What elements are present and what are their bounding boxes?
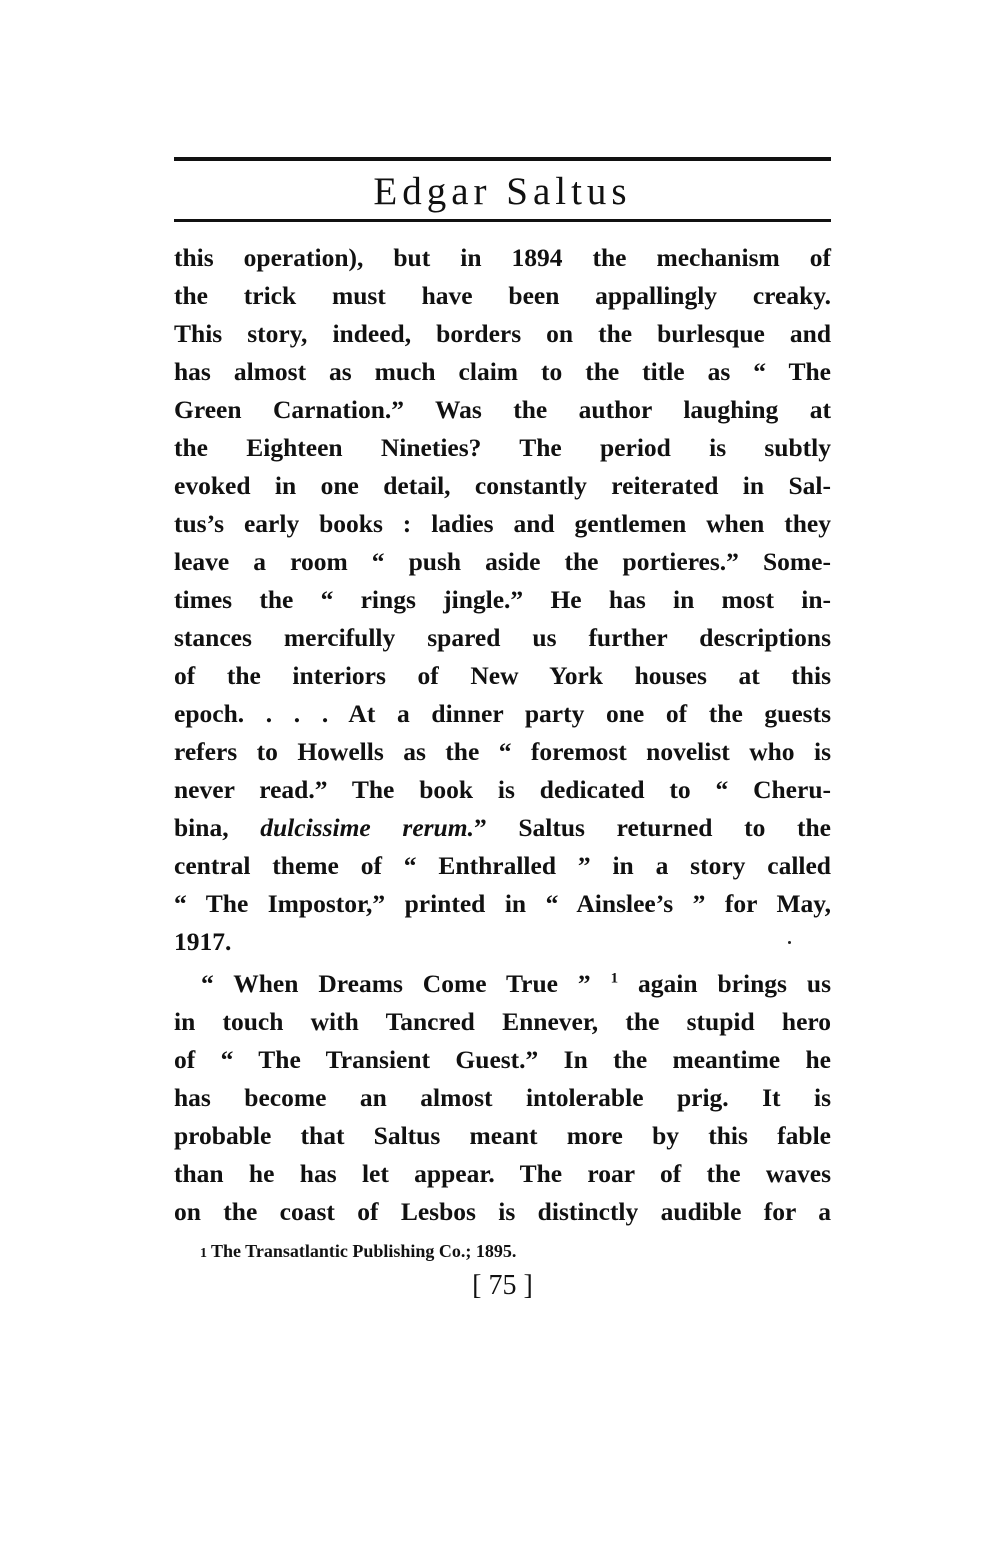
text-line: epoch. . . . At a dinner party one of the guests: [174, 699, 831, 728]
footnote-reference: 1: [610, 970, 619, 987]
text-line: This story, indeed, borders on the burlesque and: [174, 319, 831, 348]
header-rule: [174, 219, 831, 222]
text-line: times the “ rings jingle.” He has in most in-: [174, 585, 831, 614]
text-line: central theme of “ Enthralled ” in a story called: [174, 851, 831, 880]
text-line: of “ The Transient Guest.” In the meantime he: [174, 1045, 831, 1074]
text-line: of the interiors of New York houses at this: [174, 661, 831, 690]
text-line: evoked in one detail, constantly reiterated in Sal-: [174, 471, 831, 500]
text-line: than he has let appear. The roar of the waves: [174, 1159, 831, 1188]
text-line: tus’s early books : ladies and gentlemen when they: [174, 509, 831, 538]
footnote-marker: 1: [200, 1246, 207, 1261]
print-speck: [788, 941, 791, 944]
footnote-text: The Transatlantic Publishing Co.; 1895.: [211, 1241, 517, 1261]
text-line: probable that Saltus meant more by this fable: [174, 1121, 831, 1150]
top-rule: [174, 157, 831, 161]
footnote: [200, 1238, 516, 1267]
page-number: [ 75 ]: [472, 1270, 533, 1301]
text-line: leave a room “ push aside the portieres.” Some-: [174, 547, 831, 576]
text-fragment: ” Saltus returned to the: [473, 813, 832, 842]
text-fragment: again brings us: [618, 969, 831, 998]
text-line: on the coast of Lesbos is distinctly audible for a: [174, 1197, 831, 1226]
running-head: Edgar Saltus: [373, 170, 632, 213]
text-line: the Eighteen Nineties? The period is subtly: [174, 433, 831, 462]
body-text: [174, 239, 831, 1231]
text-fragment: bina,: [174, 813, 261, 842]
text-line: “ The Impostor,” printed in “ Ainslee’s ” for May,: [174, 889, 831, 918]
text-line-with-footnote-ref: [174, 965, 831, 1003]
text-line: stances mercifully spared us further descriptions: [174, 623, 831, 652]
italic-phrase: dulcissime rerum.: [260, 813, 474, 842]
text-line: 1917.: [174, 927, 232, 956]
text-line: this operation), but in 1894 the mechanism of: [174, 243, 831, 272]
text-fragment: “ When Dreams Come True ”: [201, 969, 611, 998]
text-line: has become an almost intolerable prig. It is: [174, 1083, 831, 1112]
text-line: the trick must have been appallingly creaky.: [174, 281, 831, 310]
text-line: Green Carnation.” Was the author laughing at: [174, 395, 831, 424]
text-line: in touch with Tancred Ennever, the stupid hero: [174, 1007, 831, 1036]
text-line: never read.” The book is dedicated to “ Cheru-: [174, 775, 831, 804]
text-line: refers to Howells as the “ foremost novelist who is: [174, 737, 831, 766]
text-line: has almost as much claim to the title as “ The: [174, 357, 831, 386]
text-line-with-italic: [174, 809, 831, 847]
